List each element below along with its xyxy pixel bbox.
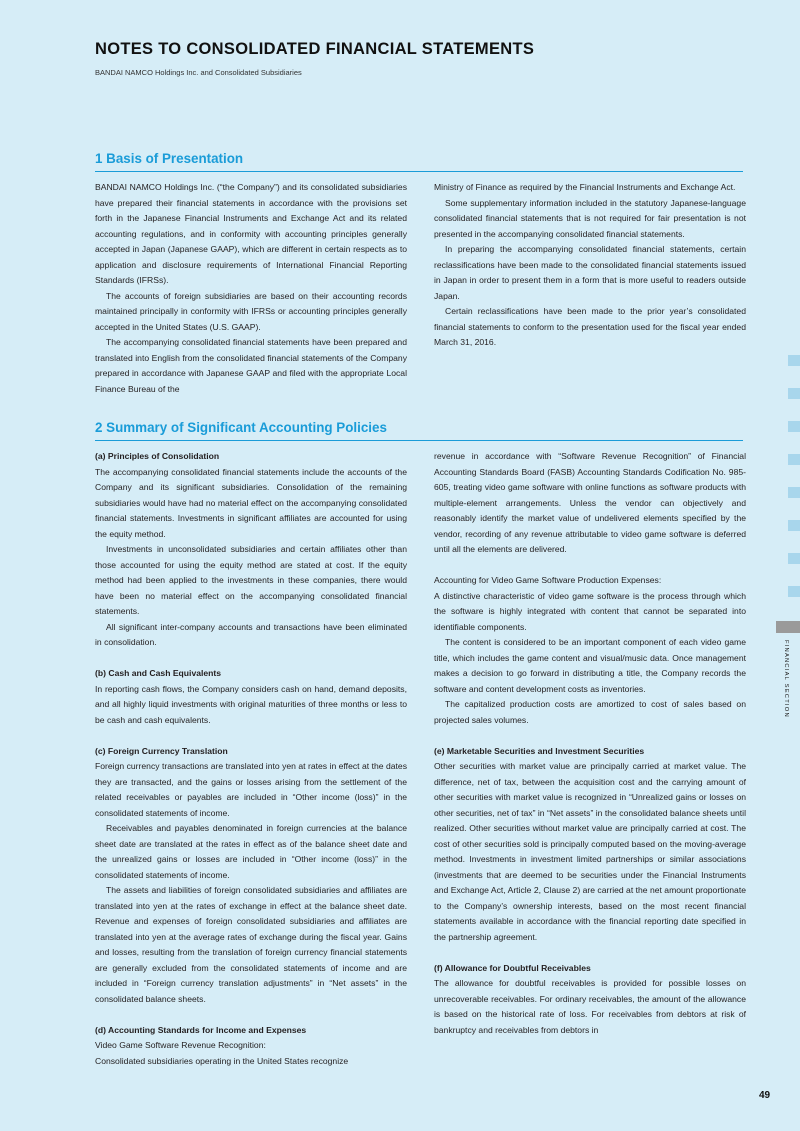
paragraph: Some supplementary information included in the statutory Japanese-language consolidated financial statements that is not required for fair presentation is not presented in the accompanying consolidated financial statements. — [434, 197, 746, 239]
page-subtitle: BANDAI NAMCO Holdings Inc. and Consolidated Subsidiaries — [95, 68, 302, 77]
section-marker — [788, 454, 800, 465]
paragraph: Video Game Software Revenue Recognition: — [95, 1040, 266, 1050]
section-marker — [788, 487, 800, 498]
paragraph: The accompanying consolidated financial statements include the accounts of the Company and its significant subsidiaries. Consolidation of the remaining subsidiaries would have had no material effect on the accompanying consolidated financial statements. Investments in significant affiliates are accounted for using the equity method. — [95, 466, 407, 539]
side-section-label: FINANCIAL SECTION — [783, 640, 789, 718]
section-rule — [95, 440, 743, 441]
paragraph: Accounting for Video Game Software Production Expenses: — [434, 575, 662, 585]
section-marker — [788, 355, 800, 366]
subheading-doubtful-receivables: (f) Allowance for Doubtful Receivables — [434, 962, 591, 973]
paragraph: In reporting cash flows, the Company considers cash on hand, demand deposits, and all highly liquid investments with original maturities of three months or less to be cash and cash equivalents. — [95, 683, 407, 725]
paragraph: Investments in unconsolidated subsidiaries and certain affiliates other than those accounted for using the equity method are stated at cost. If the equity method had been applied to the investments in these companies, there would have been no material effect on the accompanying consolidated financial statements. — [95, 544, 407, 616]
paragraph: The accompanying consolidated financial statements have been prepared and translated into English from the consolidated financial statements of the Company prepared in accordance with Japanese GAAP and filed with the appropriate Local Finance Bureau of the — [95, 337, 407, 394]
paragraph: Other securities with market value are principally carried at market value. The difference, net of tax, between the acquisition cost and the carrying amount of other securities with market value is recognized in “Unrealized gains or losses on other securities, net of tax” in “Net assets” in the consolidated balance sheets until realized. Other securities without market value are principally carried at cost. The cost of other securities sold is principally computed based on the moving-average method. Investments in investment limited partnerships or similar associations (investments that are deemed to be securities under the Financial Instruments and Exchange Act, Article 2, Clause 2) are carried at the net amount proportionate to the Company’s ownership interests, based on the most recent financial statements available in accordance with the financial reporting date specified in the partnership agreement. — [434, 761, 746, 942]
paragraph: Receivables and payables denominated in foreign currencies at the balance sheet date are translated at the rates in effect as of the balance sheet date and the unrealized gains or losses are included in “Other income (loss)” in the consolidated statements of income. — [95, 823, 407, 880]
subheading-foreign-currency: (c) Foreign Currency Translation — [95, 745, 228, 756]
paragraph: BANDAI NAMCO Holdings Inc. (“the Company”) and its consolidated subsidiaries have prepared their financial statements in accordance with the provisions set forth in the Japanese Financial Instruments and Exchange Act and its related accounting regulations, and in conformity with accounting principles generally accepted in Japan (Japanese GAAP), which are different in certain respects as to application and disclosure requirements of International Financial Reporting Standards (IFRSs). — [95, 182, 407, 285]
subheading-marketable-securities: (e) Marketable Securities and Investment Securities — [434, 745, 645, 756]
page-title: NOTES TO CONSOLIDATED FINANCIAL STATEMENTS — [95, 40, 535, 58]
section2-right-column — [434, 449, 746, 1038]
section-marker — [788, 421, 800, 432]
paragraph: The capitalized production costs are amortized to cost of sales based on projected sales volumes. — [434, 699, 746, 725]
paragraph: A distinctive characteristic of video game software is the process through which the software is highly integrated with content that cannot be separated into identifiable components. — [434, 590, 746, 632]
section-heading-accounting-policies: 2 Summary of Significant Accounting Policies — [95, 420, 387, 435]
paragraph: The content is considered to be an important component of each video game title, which includes the game content and visual/music data. Once management makes a decision to go forward in distributing a title, the Company records the software and content development costs as inventories. — [434, 637, 746, 694]
section2-left-column — [95, 449, 407, 1069]
section-marker — [788, 388, 800, 399]
paragraph: In preparing the accompanying consolidated financial statements, certain reclassifications have been made to the consolidated financial statements issued in Japan in order to present them in a form that is more useful to readers outside Japan. — [434, 244, 746, 301]
paragraph: All significant inter-company accounts and transactions have been eliminated in consolidation. — [95, 621, 407, 647]
paragraph: The assets and liabilities of foreign consolidated subsidiaries and affiliates are translated into yen at the rates of exchange in effect at the balance sheet date. Revenue and expenses of foreign consolidated subsidiaries and affiliates are translated into yen at the average rates of exchange during the fiscal year. Gains and losses, resulting from the translation of foreign currency financial statements are generally excluded from the consolidated statements of income and are included in “Foreign currency translation adjustments” in “Net assets” in the consolidated balance sheets. — [95, 885, 407, 1004]
section-marker — [788, 586, 800, 597]
paragraph: The allowance for doubtful receivables is provided for possible losses on unrecoverable receivables. For ordinary receivables, the amount of the allowance is based on the historical rate of loss. For receivables from debtors at risk of bankruptcy and receivables from debtors in — [434, 978, 746, 1035]
paragraph: Foreign currency transactions are translated into yen at rates in effect at the dates they are transacted, and the gains or losses arising from the settlement of the related receivables or payables are included in “Other income (loss)” in the consolidated statements of income. — [95, 761, 407, 818]
paragraph: Ministry of Finance as required by the Financial Instruments and Exchange Act. — [434, 182, 736, 192]
section-marker — [788, 553, 800, 564]
section-rule — [95, 171, 743, 172]
page-number: 49 — [759, 1090, 771, 1101]
subheading-cash-equivalents: (b) Cash and Cash Equivalents — [95, 668, 222, 678]
section1-left-column — [95, 180, 407, 397]
section-tab — [776, 621, 800, 633]
side-markers — [788, 0, 800, 1131]
section-heading-basis-of-presentation: 1 Basis of Presentation — [95, 151, 244, 166]
paragraph: The accounts of foreign subsidiaries are based on their accounting records maintained principally in conformity with IFRSs or accounting principles generally accepted in the United States (U.S. GAAP). — [95, 290, 407, 332]
section-marker — [788, 520, 800, 531]
paragraph: revenue in accordance with “Software Revenue Recognition” of Financial Accounting Standards Board (FASB) Accounting Standards Codification No. 985-605, treating video game software with online functions as software products with multiple-element arrangements. Unless the vendor can objectively and reasonably identify the market value of undelivered elements specified by the vendor, recording of any revenue attributable to video game software is deferred until all the elements are delivered. — [434, 451, 746, 554]
subheading-principles-of-consolidation: (a) Principles of Consolidation — [95, 451, 220, 461]
paragraph: Consolidated subsidiaries operating in the United States recognize — [95, 1055, 349, 1066]
subheading-income-expenses: (d) Accounting Standards for Income and Expenses — [95, 1024, 307, 1035]
section1-right-column — [434, 180, 746, 351]
paragraph: Certain reclassifications have been made to the prior year’s consolidated financial statements to conform to the presentation used for the fiscal year ended March 31, 2016. — [434, 306, 746, 347]
